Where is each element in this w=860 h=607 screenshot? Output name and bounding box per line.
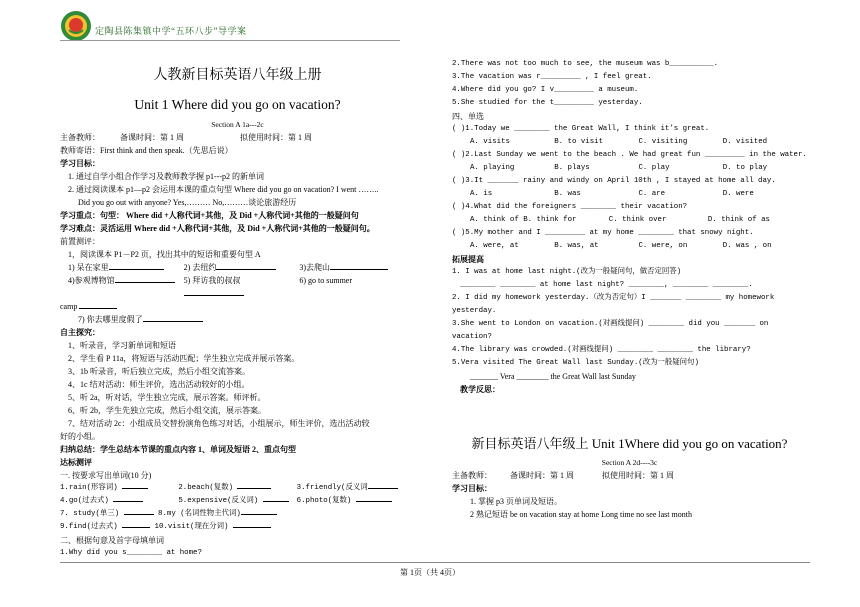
preview-instruction: 1，阅读课本 P1－P2 页，找出其中的短语和重要句型 A <box>68 250 261 259</box>
goal-item: 2. 通过阅读课本 p1—p2 会运用本课的重点句型 Where did you go on vacation? I went …….. <box>68 185 379 194</box>
phrase-item: 7) 你去哪里度假了 <box>78 315 143 324</box>
phrase-item: camp <box>60 302 78 311</box>
fill-item: 5.She studied for the t_________ yesterday. <box>452 99 643 107</box>
meta-use: 拟使用时间：第 1 周 <box>240 133 312 142</box>
school-name: 定陶县陈集镇中学“五环八步”导学案 <box>95 26 247 36</box>
word-item: 4.go(过去式) <box>60 497 109 505</box>
unit-title: Unit 1 Where did you go on vacation? <box>134 97 341 112</box>
extension-item: 4.The library was crowded.(对画线提问) ________ ________ the library? <box>452 346 751 354</box>
mc-option: A. think of B. think for <box>470 216 577 224</box>
mc-option: A. visits <box>470 138 510 146</box>
explore-heading: 自主探究： <box>60 328 100 337</box>
mc-option: D. were <box>722 190 754 198</box>
extension-item: _______ Vera ________ the Great Wall last Sunday <box>470 372 636 381</box>
word-item: 10.visit(现在分词) <box>154 523 229 531</box>
mc-question: ( )4.What did the foreigners ________ their vacation? <box>452 203 688 211</box>
word-item: 6.photo(复数) <box>296 497 352 505</box>
word-row <box>60 521 415 534</box>
mc-option: B. was <box>554 190 581 198</box>
phrase-item: 5) 拜访我的叔叔 <box>183 276 241 285</box>
book-title: 人教新目标英语八年级上册 <box>153 68 322 83</box>
word-item: 2.beach(复数) <box>178 484 234 492</box>
page-footer: 第 1页（共 4页） <box>400 568 460 577</box>
lesson2-section: Section A 2d----3c <box>601 458 658 467</box>
extension-heading: 拓展提高 <box>452 255 484 264</box>
goal-item: 2 熟记短语 be on vacation stay at home Long time no see last month <box>470 510 692 519</box>
mc-question: ( )1.Today we ________ the Great Wall, I think it’s great. <box>452 125 710 133</box>
phrase-item: 1) 呆在家里 <box>68 263 109 272</box>
mc-options <box>452 136 807 149</box>
mc-option: D. visited <box>722 138 768 146</box>
mc-option: B. plays <box>554 164 590 172</box>
mc-option: C. visiting <box>638 138 688 146</box>
mc-option: C. were, on <box>638 242 688 250</box>
mc-option: C. think over <box>608 216 667 224</box>
header-divider <box>60 40 400 41</box>
meta-prep: 备课时间：第 1 周 <box>510 471 574 480</box>
fill-item: 4.Where did you go? I v_________ a museum. <box>452 86 639 94</box>
extension-item: 3.She went to London on vacation.(对画线提问) ________ did you _______ on vacation? <box>452 320 769 341</box>
mc-option: D. to play <box>722 164 768 172</box>
footer-divider <box>60 562 810 563</box>
mc-option: B. to visit <box>554 138 604 146</box>
goals-heading: 学习目标： <box>60 159 100 168</box>
explore-step: 1、听录音，学习新单词和短语 <box>68 341 176 350</box>
right-column <box>452 58 807 521</box>
goals-heading: 学习目标： <box>452 484 492 493</box>
key-points: 学习重点：句型： Where did +人称代词+其他，及 Did +人称代词+其他的一般疑问句 <box>60 211 359 220</box>
mc-options <box>452 240 807 253</box>
extension-item: 2. I did my homework yesterday.（改为否定句）I _______ ________ my homework <box>452 294 775 302</box>
mc-option: A. playing <box>470 164 515 172</box>
word-item: 3.friendly(反义词 <box>296 484 368 492</box>
extension-item: 1. I was at home last night.(改为一般疑问句，做否定回答) <box>452 268 682 276</box>
mc-option: C. are <box>638 190 666 198</box>
test-heading: 达标测评 <box>60 458 92 467</box>
word-item: 9.find(过去式) <box>60 523 118 531</box>
mc-option: A. were, at <box>470 242 519 250</box>
phrase-item: 2) 去纽约 <box>183 263 217 272</box>
school-logo <box>60 10 92 42</box>
teacher-motto: 教师寄语：First think and then speak.（先思后说） <box>60 146 233 155</box>
explore-step: 7、结对活动 2c：小组成员交替扮演角色练习对话，小组展示，师生评价，选出活动较 <box>68 419 370 428</box>
word-row <box>60 482 415 495</box>
summary: 归纳总结：学生总结本节课的重点内容 1、单词及短语 2、重点句型 <box>60 445 296 454</box>
explore-step: 3、1b 听录音，听后独立完成，然后小组交流答案。 <box>68 367 250 376</box>
explore-step: 2、学生看 P 11a，将短语与活动匹配；学生独立完成并展示答案。 <box>68 354 300 363</box>
meta-teacher: 主备教师： <box>452 471 492 480</box>
word-item: 5.expensive(反义词) <box>178 497 259 505</box>
extension-item: yesterday. <box>452 307 497 315</box>
test-part-1: 一. 按要求写出单词(10 分) <box>60 471 152 480</box>
mc-option: D. think of as <box>707 216 770 224</box>
fill-item: 2.There was not too much to see, the museum was b__________. <box>452 60 719 68</box>
preview-heading: 前置测评： <box>60 237 100 246</box>
phrase-row <box>60 274 415 300</box>
explore-step: 5、听 2a，听对话，学生独立完成，展示答案。师评析。 <box>68 393 266 402</box>
mc-option: A. is <box>470 190 493 198</box>
phrase-item: 4)参观博物馆 <box>68 276 115 285</box>
mc-option: D. was , on <box>722 242 772 250</box>
meta-row <box>452 469 807 482</box>
explore-step: 好的小组。 <box>60 432 100 441</box>
meta-row <box>60 131 415 144</box>
meta-use: 拟使用时间：第 1 周 <box>602 471 674 480</box>
fill-item: 1.Why did you s________ at home? <box>60 549 202 557</box>
mc-question: ( )3.It _______ rainy and windy on April 10th , I stayed at home all day. <box>452 177 776 185</box>
phrase-row <box>60 261 415 274</box>
section-label: Section A 1a---2c <box>211 120 264 129</box>
mc-heading: 四、单选 <box>452 112 484 121</box>
mc-option: C. play <box>638 164 670 172</box>
goal-item: Did you go out with anyone? Yes,……… No,………谈论旅游经历 <box>78 198 297 207</box>
goal-item: 1. 掌握 p3 页单词及短语。 <box>470 497 562 506</box>
phrase-item: 3)去爬山 <box>299 263 331 272</box>
left-column <box>60 62 415 560</box>
word-row <box>60 508 415 521</box>
mc-question: ( )2.Last Sunday we went to the beach . We had great fun _________ in the water. <box>452 151 807 159</box>
mc-options <box>452 162 807 175</box>
phrase-item: 6) go to summer <box>299 276 353 285</box>
lesson2-title: 新目标英语八年级上 Unit 1Where did you go on vacation? <box>471 436 788 451</box>
difficult-points: 学习难点：灵活运用 Where did +人称代词+其他，及 Did +人称代词+其他的一般疑问句。 <box>60 224 375 233</box>
goal-item: 1. 通过自学小组合作学习及教师教学握 p1---p2 的新单词 <box>68 172 264 181</box>
word-item: 7. study(单三) <box>60 510 120 518</box>
extension-item: ________ ________ at home last night? ________, ________ ________. <box>460 281 753 289</box>
reflection-heading: 教学反思： <box>460 385 500 394</box>
test-part-2: 二、根据句意及首字母填单词 <box>60 536 164 545</box>
mc-question: ( )5.My mother and I _________ at my home ________ that snowy night. <box>452 229 754 237</box>
word-item: 1.rain(形容词) <box>60 484 118 492</box>
word-row <box>60 495 415 508</box>
meta-teacher: 主备教师： <box>60 133 100 142</box>
mc-options <box>452 214 807 227</box>
mc-option: B. was, at <box>554 242 599 250</box>
explore-step: 6、听 2b，学生先独立完成，然后小组交流，展示答案。 <box>68 406 266 415</box>
mc-options <box>452 188 807 201</box>
explore-step: 4、1c 结对活动：师生评价，选出活动较好的小组。 <box>68 380 250 389</box>
extension-item: 5.Vera visited The Great Wall last Sunday.(改为一般疑问句) <box>452 359 699 367</box>
meta-prep: 备课时间：第 1 周 <box>120 133 184 142</box>
word-item: 8.my (名词性物主代词) <box>158 510 241 518</box>
fill-item: 3.The vacation was r_________ , I feel great. <box>452 73 652 81</box>
